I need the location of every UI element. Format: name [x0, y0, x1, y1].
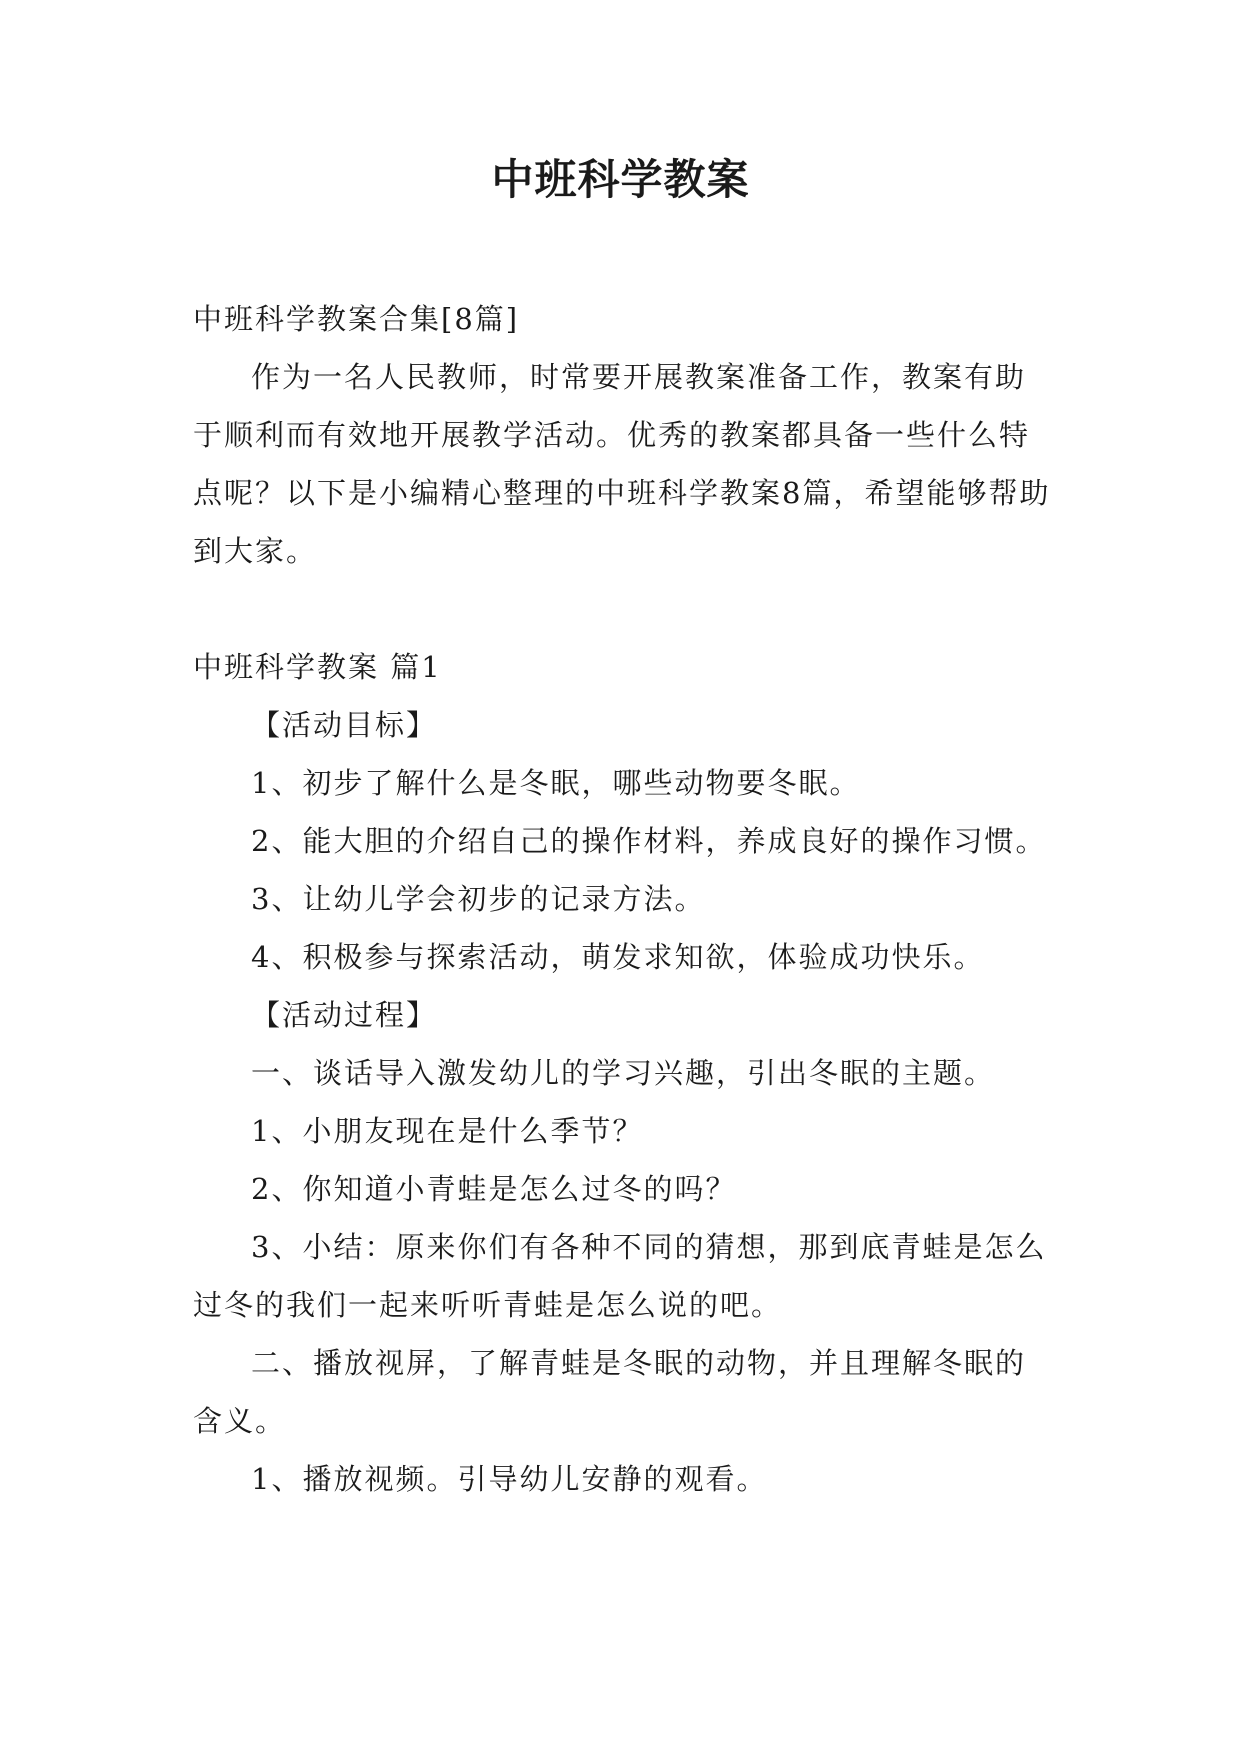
goals-heading: 【活动目标】 — [251, 708, 438, 742]
collection-subtitle: 中班科学教案合集[8篇] — [193, 302, 520, 336]
document-body — [193, 290, 1053, 1508]
process-item: 一、谈话导入激发幼儿的学习兴趣，引出冬眠的主题。 — [251, 1056, 996, 1090]
process-item: 1、小朋友现在是什么季节？ — [251, 1114, 644, 1148]
goal-item: 1、初步了解什么是冬眠，哪些动物要冬眠。 — [251, 766, 861, 800]
goal-item: 3、让幼儿学会初步的记录方法。 — [251, 882, 706, 916]
process-item: 1、播放视频。引导幼儿安静的观看。 — [251, 1462, 768, 1496]
section-heading: 中班科学教案 篇1 — [193, 650, 442, 684]
process-item: 2、你知道小青蛙是怎么过冬的吗？ — [251, 1172, 737, 1206]
spacer — [193, 580, 1053, 638]
intro-paragraph: 作为一名人民教师，时常要开展教案准备工作，教案有助于顺利而有效地开展教学活动。优秀的教案都具备一些什么特点呢？以下是小编精心整理的中班科学教案8篇，希望能够帮助到大家。 — [193, 360, 1051, 568]
document-title: 中班科学教案 — [491, 155, 750, 204]
goal-item: 4、积极参与探索活动，萌发求知欲，体验成功快乐。 — [251, 940, 985, 974]
process-heading: 【活动过程】 — [251, 998, 438, 1032]
goal-item: 2、能大胆的介绍自己的操作材料，养成良好的操作习惯。 — [251, 824, 1047, 858]
process-item: 二、播放视屏，了解青蛙是冬眠的动物，并且理解冬眠的含义。 — [193, 1346, 1027, 1438]
process-item: 3、小结：原来你们有各种不同的猜想，那到底青蛙是怎么过冬的我们一起来听听青蛙是怎么说的吧。 — [193, 1230, 1047, 1322]
